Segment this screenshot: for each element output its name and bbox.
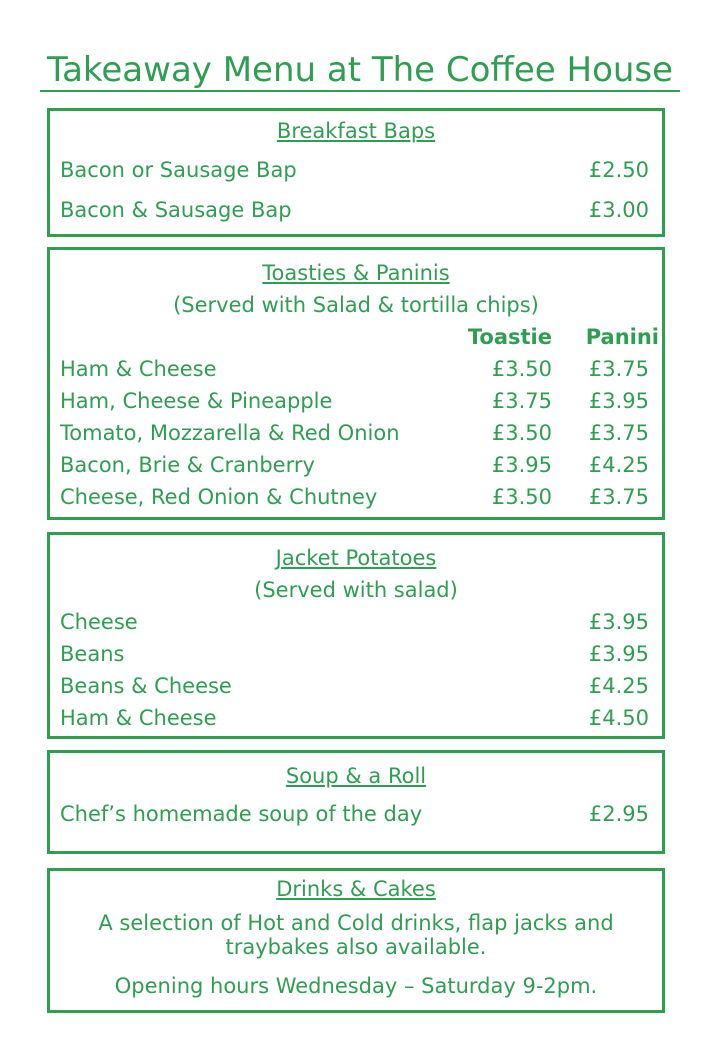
menu-title: Takeaway Menu at The Coffee House [46,50,674,90]
menu-item-name: Ham & Cheese [60,357,217,381]
menu-item-name: Bacon & Sausage Bap [60,198,292,222]
jacket-potatoes-section [47,532,665,739]
toastie-price: £3.50 [491,421,552,445]
title-underline [40,90,680,92]
menu-item-name: Chef’s homemade soup of the day [60,802,423,826]
section-title: Breakfast Baps [276,119,436,143]
drinks-section [47,868,665,1013]
menu-item-name: Cheese, Red Onion & Chutney [60,485,378,509]
section-title: Toasties & Paninis [262,261,450,285]
panini-price: £4.25 [588,453,649,477]
menu-item-price: £4.25 [588,674,649,698]
panini-price: £3.95 [588,389,649,413]
menu-item-name: Bacon, Brie & Cranberry [60,453,315,477]
menu-item-price: £2.50 [588,158,649,182]
menu-item-price: £3.95 [588,642,649,666]
column-header-toastie: Toastie [467,325,552,349]
panini-price: £3.75 [588,357,649,381]
soup-section [47,750,665,854]
menu-item-name: Beans & Cheese [60,674,232,698]
section-title: Soup & a Roll [285,764,427,788]
menu-item-name: Ham, Cheese & Pineapple [60,389,333,413]
toastie-price: £3.95 [491,453,552,477]
panini-price: £3.75 [588,485,649,509]
menu-item-name: Bacon or Sausage Bap [60,158,297,182]
menu-item-name: Cheese [60,610,138,634]
menu-item-price: £3.95 [588,610,649,634]
menu-item-name: Tomato, Mozzarella & Red Onion [60,421,400,445]
section-title: Drinks & Cakes [276,877,436,901]
menu-item-price: £3.00 [588,198,649,222]
section-title: Jacket Potatoes [275,546,437,570]
column-header-panini: Panini [585,325,659,349]
menu-item-price: £4.50 [588,706,649,730]
toastie-price: £3.50 [491,485,552,509]
menu-item-name: Beans [60,642,125,666]
menu-item-name: Ham & Cheese [60,706,217,730]
opening-hours: Opening hours Wednesday – Saturday 9-2pm. [114,974,598,998]
section-subtitle: (Served with salad) [254,578,458,602]
drinks-description: A selection of Hot and Cold drinks, flap jacks and traybakes also available. [98,911,614,959]
section-subtitle: (Served with Salad & tortilla chips) [173,293,539,317]
breakfast-section [47,108,665,237]
panini-price: £3.75 [588,421,649,445]
menu-item-price: £2.95 [588,802,649,826]
toasties-section [47,247,665,520]
toastie-price: £3.50 [491,357,552,381]
toastie-price: £3.75 [491,389,552,413]
